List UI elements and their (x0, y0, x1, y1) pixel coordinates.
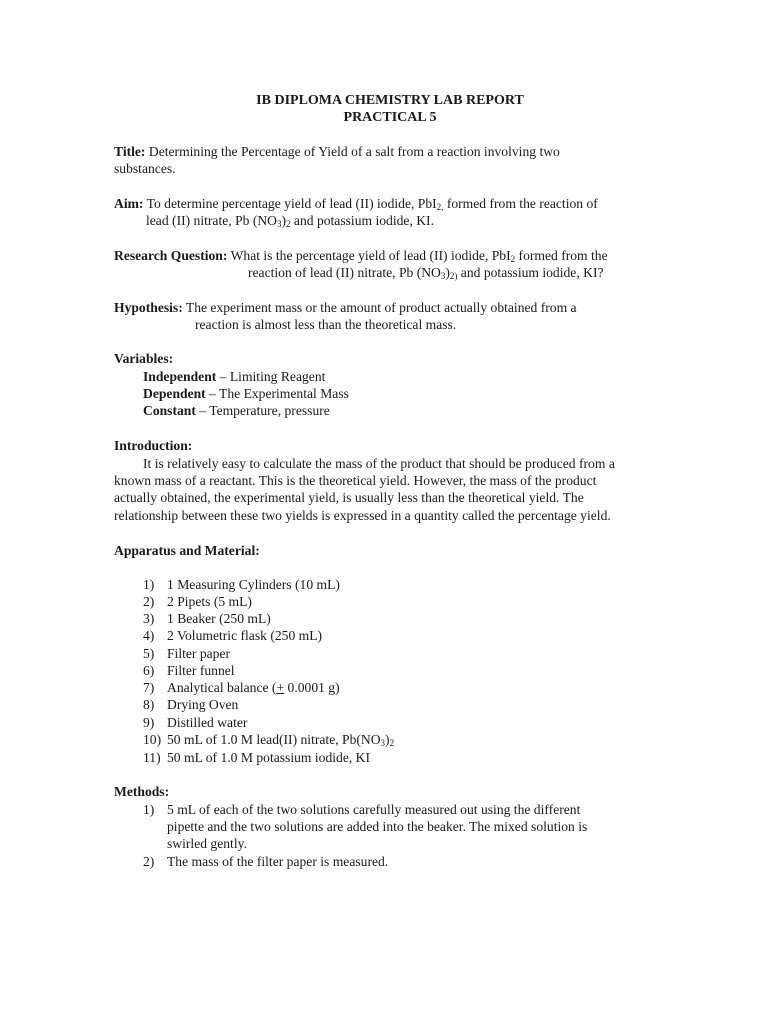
rq-line1-a: What is the percentage yield of lead (II) iodide, PbI (230, 248, 511, 263)
hypothesis-line2: reaction is almost less than the theoretical mass. (195, 317, 457, 332)
plus-minus-symbol: + (276, 680, 285, 695)
list-text: 1 Measuring Cylinders (10 mL) (167, 577, 340, 592)
apparatus-heading-text: Apparatus and Material: (114, 543, 260, 558)
aim-line2-sub1: 3 (276, 219, 282, 229)
variable-dependent (143, 385, 349, 402)
aim-line2-c: and potassium iodide, KI. (290, 213, 434, 228)
list-text: Distilled water (167, 715, 248, 730)
hypothesis-section (114, 299, 674, 316)
variable-label: Independent (143, 369, 217, 384)
variable-label: Constant (143, 403, 196, 418)
variable-value: – The Experimental Mass (205, 386, 349, 401)
aim-line2-b: ) (281, 213, 287, 228)
research-question-label: Research Question: (114, 248, 228, 263)
apparatus-item (143, 696, 663, 713)
list-text: Drying Oven (167, 697, 239, 712)
aim-line1-sub: 2, (436, 202, 444, 212)
variables-heading (114, 350, 674, 367)
variables-heading-text: Variables: (114, 351, 174, 366)
introduction-heading (114, 437, 674, 454)
title-text-line2: substances. (114, 161, 176, 176)
list-text: ) (385, 732, 390, 747)
apparatus-item (143, 714, 663, 731)
apparatus-item (143, 593, 663, 610)
method-line: The mass of the filter paper is measured. (167, 854, 389, 869)
list-number: 11) (143, 750, 161, 765)
apparatus-heading (114, 542, 674, 559)
list-number: 9) (143, 715, 155, 730)
apparatus-item (143, 731, 663, 748)
list-text: 2 Pipets (5 mL) (167, 594, 252, 609)
list-text: Analytical balance ( (167, 680, 277, 695)
list-number: 8) (143, 697, 155, 712)
apparatus-item (143, 627, 663, 644)
apparatus-item (143, 679, 663, 696)
method-line: 5 mL of each of the two solutions carefully measured out using the different (167, 802, 581, 817)
variable-independent (143, 368, 325, 385)
introduction-line: actually obtained, the experimental yield, is usually less than the theoretical yield. The (114, 490, 584, 505)
rq-line2-sub2: 2) (449, 271, 458, 281)
method-line: pipette and the two solutions are added into the beaker. The mixed solution is (167, 819, 588, 834)
methods-heading-text: Methods: (114, 784, 170, 799)
subscript: 2 (389, 738, 395, 748)
list-number: 7) (143, 680, 155, 695)
method-step (143, 853, 663, 870)
subscript: 3 (380, 738, 386, 748)
list-text: 50 mL of 1.0 M potassium iodide, KI (167, 750, 371, 765)
methods-heading (114, 783, 674, 800)
list-text: 2 Volumetric flask (250 mL) (167, 628, 323, 643)
rq-line2 (248, 264, 604, 281)
rq-line2-a: reaction of lead (II) nitrate, Pb (NO (248, 265, 441, 280)
introduction-heading-text: Introduction: (114, 438, 193, 453)
aim-line2 (146, 212, 434, 229)
aim-line2-a: lead (II) nitrate, Pb (NO (146, 213, 277, 228)
list-text: 50 mL of 1.0 M lead(II) nitrate, Pb(NO (167, 732, 381, 747)
aim-section (114, 195, 674, 212)
list-number: 6) (143, 663, 155, 678)
list-number: 2) (143, 594, 155, 609)
rq-line2-c: and potassium iodide, KI? (457, 265, 604, 280)
introduction-line: It is relatively easy to calculate the mass of the product that should be produced from a (143, 456, 615, 471)
practical-number: PRACTICAL 5 (343, 110, 437, 125)
hypothesis-line1: The experiment mass or the amount of product actually obtained from a (185, 300, 577, 315)
apparatus-item (143, 749, 663, 766)
aim-label: Aim: (114, 196, 144, 211)
list-number: 3) (143, 611, 155, 626)
hypothesis-label: Hypothesis: (114, 300, 183, 315)
apparatus-item (143, 610, 663, 627)
list-number: 10) (143, 732, 162, 747)
research-question-section (114, 247, 714, 264)
variable-constant (143, 402, 330, 419)
rq-line1-b: formed from the (515, 248, 608, 263)
list-number: 5) (143, 646, 155, 661)
variable-value: – Temperature, pressure (195, 403, 330, 418)
apparatus-item (143, 645, 663, 662)
introduction-line: known mass of a reactant. This is the theoretical yield. However, the mass of the product (114, 473, 597, 488)
list-number: 2) (143, 854, 155, 869)
introduction-line: relationship between these two yields is expressed in a quantity called the percentage yield. (114, 508, 611, 523)
rq-line2-b: ) (445, 265, 450, 280)
apparatus-item (143, 576, 663, 593)
apparatus-item (143, 662, 663, 679)
list-number: 1) (143, 802, 155, 817)
method-line: swirled gently. (167, 836, 247, 851)
aim-line1-b: formed from the reaction of (443, 196, 598, 211)
report-heading: IB DIPLOMA CHEMISTRY LAB REPORT (256, 93, 524, 108)
list-number: 4) (143, 628, 155, 643)
rq-line1-sub: 2 (510, 254, 516, 264)
variable-label: Dependent (143, 386, 206, 401)
list-number: 1) (143, 577, 155, 592)
list-text: 0.0001 g) (284, 680, 340, 695)
variable-value: – Limiting Reagent (216, 369, 326, 384)
list-text: Filter paper (167, 646, 231, 661)
title-section (114, 143, 674, 160)
method-step (143, 801, 663, 818)
list-text: 1 Beaker (250 mL) (167, 611, 271, 626)
list-text: Filter funnel (167, 663, 235, 678)
aim-line1-a: To determine percentage yield of lead (II) iodide, PbI (146, 196, 437, 211)
title-text-line1: Determining the Percentage of Yield of a salt from a reaction involving two (148, 144, 560, 159)
title-label: Title: (114, 144, 146, 159)
rq-line2-sub1: 3 (440, 271, 446, 281)
aim-line2-sub2: 2 (286, 219, 291, 229)
